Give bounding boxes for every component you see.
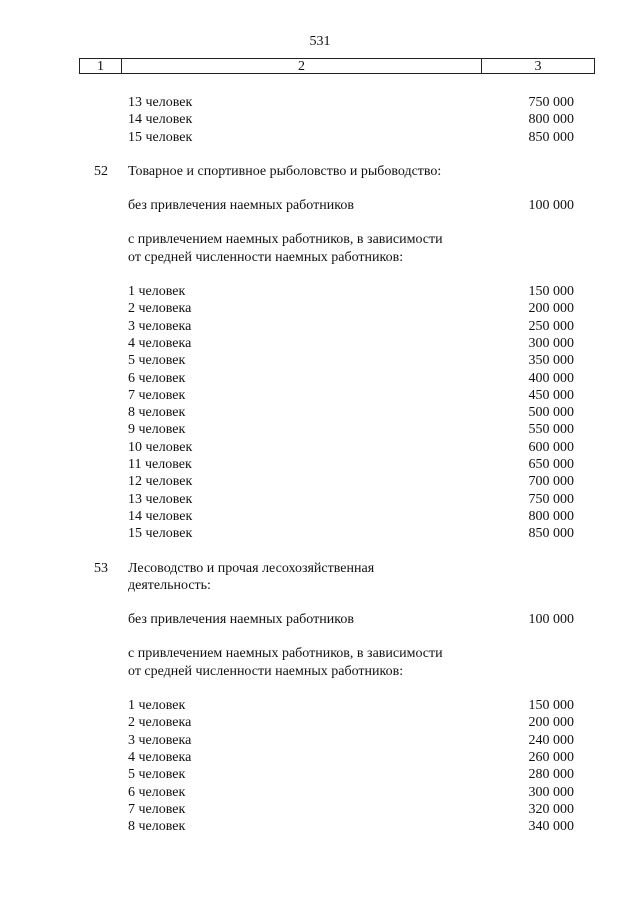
row-label: 14 человек [128, 112, 193, 128]
continued-rows [0, 94, 640, 146]
table-row [0, 784, 640, 801]
row-value: 150 000 [528, 698, 574, 714]
section-title: Товарное и спортивное рыболовство и рыбоводство: [128, 163, 442, 179]
row-label: 4 человека [128, 335, 192, 351]
row-value: 300 000 [528, 335, 574, 351]
row-label: 5 человек [128, 767, 186, 783]
row-value: 280 000 [528, 767, 574, 783]
table-row [0, 421, 640, 438]
row-value: 300 000 [528, 784, 574, 800]
table-row [0, 473, 640, 490]
row-label: 3 человека [128, 318, 192, 334]
header-col-3: 3 [534, 59, 542, 74]
row-label: 2 человека [128, 715, 192, 731]
section-title: Лесоводство и прочая лесохозяйственная [128, 560, 375, 576]
table-row [0, 318, 640, 335]
table-row [0, 129, 640, 146]
table-row [0, 697, 640, 714]
section-53-with-line1 [0, 645, 640, 662]
row-value: 500 000 [528, 405, 574, 421]
table-row [0, 508, 640, 525]
row-value: 250 000 [528, 318, 574, 334]
with-employees-text: от средней численности наемных работников: [128, 663, 404, 679]
page-number: 531 [309, 34, 331, 49]
section-53-without-row [0, 611, 640, 628]
table-header [79, 58, 595, 74]
row-value: 350 000 [528, 353, 574, 369]
table-row [0, 714, 640, 731]
row-value: 650 000 [528, 457, 574, 473]
row-label: 1 человек [128, 698, 186, 714]
row-value: 750 000 [528, 491, 574, 507]
table-row [0, 111, 640, 128]
section-53-title-row [0, 560, 640, 577]
row-label: 2 человека [128, 301, 192, 317]
table-row [0, 335, 640, 352]
row-label: 3 человека [128, 732, 192, 748]
header-col-2: 2 [122, 59, 482, 73]
row-value: 150 000 [528, 284, 574, 300]
row-label: 1 человек [128, 284, 186, 300]
row-value: 800 000 [528, 508, 574, 524]
table-row [0, 404, 640, 421]
row-value: 600 000 [528, 439, 574, 455]
row-label: 11 человек [128, 457, 192, 473]
table-row [0, 525, 640, 542]
table-row [0, 387, 640, 404]
row-label: 4 человека [128, 749, 192, 765]
section-53-title-row-2 [0, 577, 640, 594]
row-value: 850 000 [528, 129, 574, 145]
section-number: 53 [94, 560, 108, 576]
row-label: 12 человек [128, 474, 193, 490]
row-value: 800 000 [528, 112, 574, 128]
table-row [0, 491, 640, 508]
section-52-title-row [0, 163, 640, 180]
with-employees-text: с привлечением наемных работников, в зависимости [128, 232, 443, 248]
row-value: 400 000 [528, 370, 574, 386]
row-label: 14 человек [128, 508, 193, 524]
section-52-without-row [0, 197, 640, 214]
table-row [0, 749, 640, 766]
section-52-with-line1 [0, 231, 640, 248]
row-label: 15 человек [128, 526, 193, 542]
table-row [0, 766, 640, 783]
row-value: 200 000 [528, 301, 574, 317]
table-row [0, 818, 640, 835]
row-value: 200 000 [528, 715, 574, 731]
header-col-1: 1 [80, 59, 122, 73]
row-value: 850 000 [528, 526, 574, 542]
row-label: 7 человек [128, 801, 186, 817]
table-row [0, 370, 640, 387]
row-value: 550 000 [528, 422, 574, 438]
row-label: 15 человек [128, 129, 193, 145]
without-employees-value: 100 000 [528, 198, 574, 214]
table-row [0, 300, 640, 317]
table-body [0, 94, 640, 835]
without-employees-label: без привлечения наемных работников [128, 198, 354, 214]
table-row [0, 801, 640, 818]
row-value: 340 000 [528, 819, 574, 835]
row-label: 9 человек [128, 422, 186, 438]
table-row [0, 732, 640, 749]
row-label: 13 человек [128, 491, 193, 507]
section-title: деятельность: [128, 577, 211, 593]
table-row [0, 439, 640, 456]
table-row [0, 94, 640, 111]
row-value: 320 000 [528, 801, 574, 817]
with-employees-text: от средней численности наемных работников: [128, 249, 404, 265]
row-value: 260 000 [528, 749, 574, 765]
section-52-with-line2 [0, 249, 640, 266]
row-value: 450 000 [528, 387, 574, 403]
section-53-with-line2 [0, 663, 640, 680]
section-53-rows [0, 697, 640, 835]
row-value: 750 000 [528, 95, 574, 110]
without-employees-label: без привлечения наемных работников [128, 612, 354, 628]
section-number: 52 [94, 163, 108, 179]
table-row [0, 283, 640, 300]
row-label: 8 человек [128, 819, 186, 835]
without-employees-value: 100 000 [528, 612, 574, 628]
table-row [0, 456, 640, 473]
row-value: 700 000 [528, 474, 574, 490]
row-label: 6 человек [128, 784, 186, 800]
row-label: 8 человек [128, 405, 186, 421]
table-row [0, 352, 640, 369]
with-employees-text: с привлечением наемных работников, в зависимости [128, 646, 443, 662]
row-value: 240 000 [528, 732, 574, 748]
row-label: 7 человек [128, 387, 186, 403]
section-52-rows [0, 283, 640, 542]
row-label: 10 человек [128, 439, 193, 455]
row-label: 13 человек [128, 95, 193, 110]
row-label: 6 человек [128, 370, 186, 386]
row-label: 5 человек [128, 353, 186, 369]
